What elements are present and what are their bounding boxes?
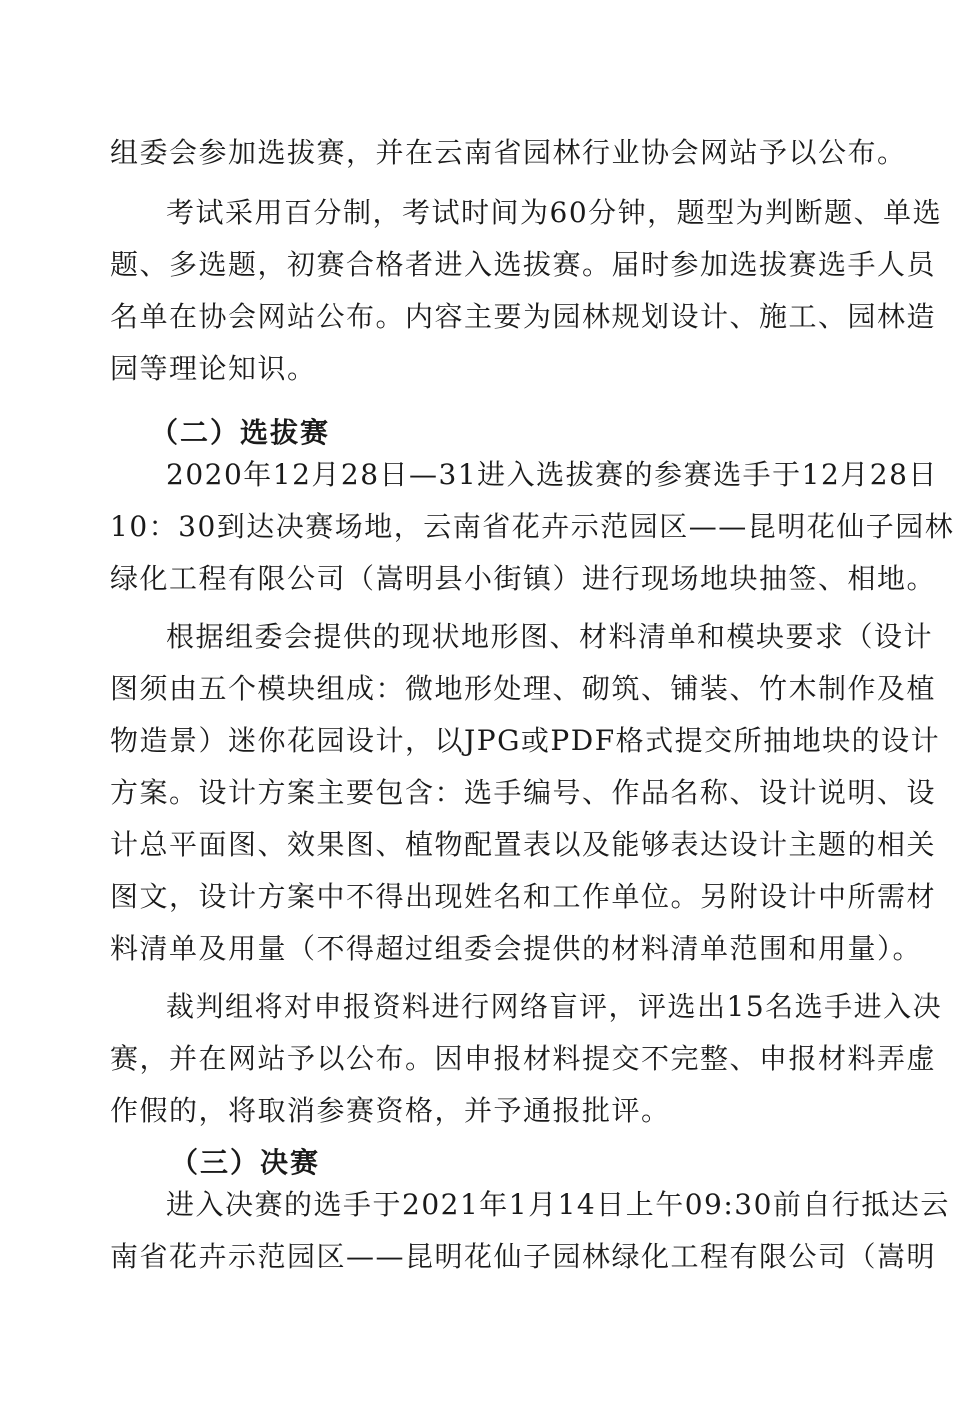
section-heading: （二）选拔赛 — [150, 416, 331, 449]
paragraph-line: 10：30到达决赛场地，云南省花卉示范园区——昆明花仙子园林 — [110, 510, 955, 543]
paragraph-line: 组委会参加选拔赛，并在云南省园林行业协会网站予以公布。 — [110, 136, 907, 169]
paragraph-line: 2020年12月28日—31进入选拔赛的参赛选手于12月28日 — [166, 458, 938, 491]
paragraph-line: 物造景）迷你花园设计，以JPG或PDF格式提交所抽地块的设计 — [110, 724, 941, 757]
paragraph-line: 赛，并在网站予以公布。因申报材料提交不完整、申报材料弄虚 — [110, 1042, 937, 1075]
section-heading: （三）决赛 — [170, 1146, 321, 1179]
paragraph-line: 南省花卉示范园区——昆明花仙子园林绿化工程有限公司（嵩明 — [110, 1240, 937, 1273]
paragraph-line: 作假的，将取消参赛资格，并予通报批评。 — [110, 1094, 671, 1127]
paragraph-line: 绿化工程有限公司（嵩明县小街镇）进行现场地块抽签、相地。 — [110, 562, 937, 595]
paragraph-line: 根据组委会提供的现状地形图、材料清单和模块要求（设计 — [166, 620, 934, 653]
paragraph-line: 裁判组将对申报资料进行网络盲评，评选出15名选手进入决 — [166, 990, 943, 1023]
paragraph-line: 计总平面图、效果图、植物配置表以及能够表达设计主题的相关 — [110, 828, 937, 861]
paragraph-line: 考试采用百分制，考试时间为60分钟，题型为判断题、单选 — [166, 196, 943, 229]
paragraph-line: 名单在协会网站公布。内容主要为园林规划设计、施工、园林造 — [110, 300, 937, 333]
paragraph-line: 图须由五个模块组成：微地形处理、砌筑、铺装、竹木制作及植 — [110, 672, 937, 705]
paragraph-line: 料清单及用量（不得超过组委会提供的材料清单范围和用量）。 — [110, 932, 923, 965]
paragraph-line: 题、多选题，初赛合格者进入选拔赛。届时参加选拔赛选手人员 — [110, 248, 937, 281]
paragraph-line: 图文，设计方案中不得出现姓名和工作单位。另附设计中所需材 — [110, 880, 937, 913]
paragraph-line: 方案。设计方案主要包含：选手编号、作品名称、设计说明、设 — [110, 776, 937, 809]
paragraph-line: 进入决赛的选手于2021年1月14日上午09:30前自行抵达云 — [166, 1188, 950, 1221]
paragraph-line: 园等理论知识。 — [110, 352, 317, 385]
